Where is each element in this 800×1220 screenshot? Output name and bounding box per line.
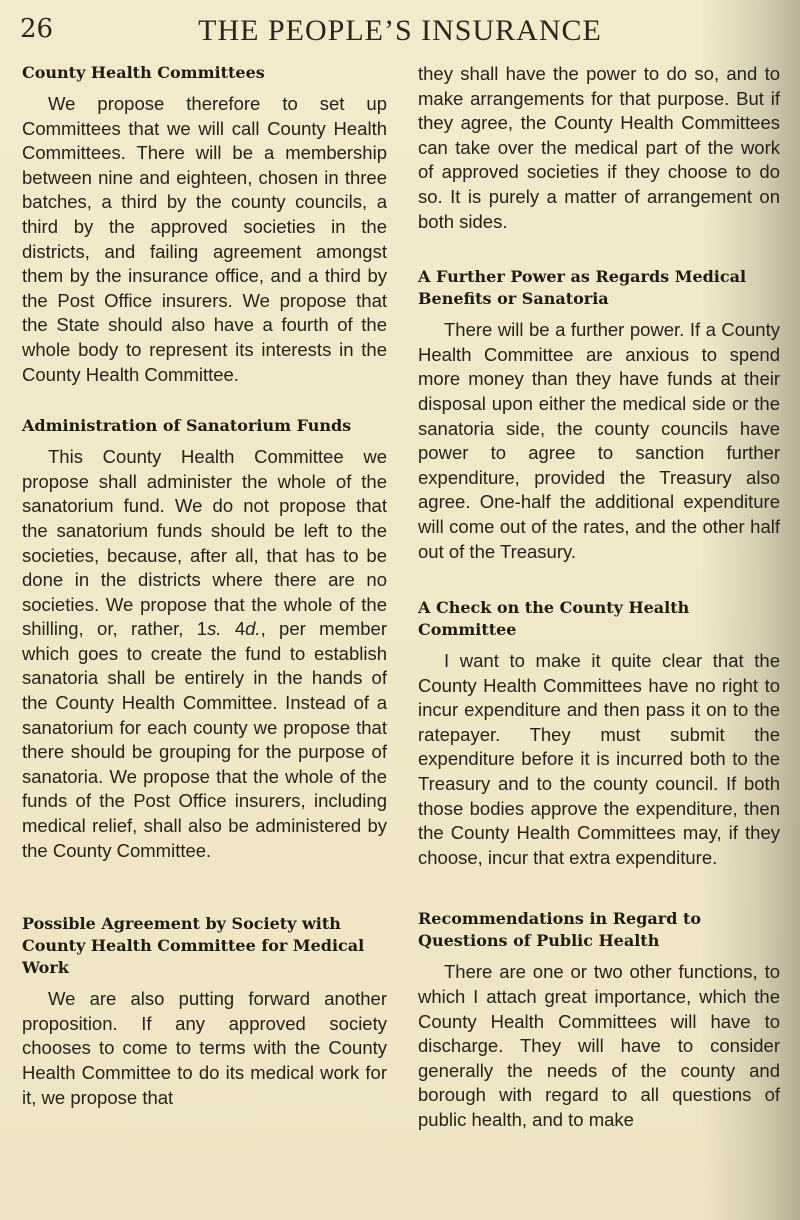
page-number: 26 [20,14,54,44]
section-heading: Recommendations in Regard to Questions of Public Health [418,909,702,951]
section-heading: A Check on the County Health Committee [418,598,690,640]
paragraph: We are also putting forward another proposition. If any approved society chooses to come to terms with the County Health Committee to do its medical work for it, we propose that [22,988,387,1108]
section-heading: A Further Power as Regards Medical Benefits or Sanatoria [418,267,747,309]
paragraph-continuation: they shall have the power to do so, and to make arrangements for that purpose. But if they agree, the County Health Committees can take over the medical part of the work of approved societies if they choose to do so. It is purely a matter of arrangement on both sides. [418,63,780,232]
shilling-unit: s. [207,618,222,640]
left-column [22,62,387,1110]
section-heading: County Health Committees [22,63,265,82]
paragraph-text: This County Health Committee we propose shall administer the whole of the sanatorium fund. We do not propose that the sanatorium funds should be left to the societies, because, after all, that has to be done in the districts where there are no societies. We propose that the whole of the shilling, or, rather, 1 [22,446,387,640]
page-header [0,8,800,48]
paragraph-text: , per member which goes to create the fund to establish sanatoria shall be entirely in the hands of the County Health Committee. Instead of a sanatorium for each county we propose that there should be grouping for the purpose of sanatoria. We propose that the whole of the funds of the Post Office insurers, including medical relief, shall also be administered by the County Committee. [22,618,388,861]
paragraph: I want to make it quite clear that the County Health Committees have no right to incur expenditure and then pass it on to the ratepayer. They must submit the expenditure before it is incurred both to the Treasury and to the county council. If both those bodies approve the expenditure, then the County Health Committees may, if they choose, incur that extra expenditure. [418,650,780,868]
right-column [418,62,780,1133]
pence-value: 4 [221,618,246,640]
paragraph: There are one or two other functions, to which I attach great importance, which the County Health Committees will have to discharge. They will have to consider generally the needs of the county and borough with regard to all questions of public health, and to make [418,961,780,1130]
paragraph: There will be a further power. If a County Health Committee are anxious to spend more money than they have funds at their disposal upon either the medical side or the sanatoria side, the county councils have power to agree to sanction further expenditure, provided the Treasury also agree. One-half the additional expenditure will come out of the rates, and the other half out of the Treasury. [418,319,780,562]
section-heading: Administration of Sanatorium Funds [22,416,352,436]
running-head: THE PEOPLE’S INSURANCE [198,14,602,47]
paragraph: We propose therefore to set up Committees that we will call County Health Committees. There will be a membership between nine and eighteen, chosen in three batches, a third by the county councils, a third by the approved societies in the districts, and failing agreement amongst them by the insurance office, and a third by the Post Office insurers. We propose that the State should also have a fourth of the whole body to represent its interests in the County Health Committee. [22,93,387,385]
section-heading: Possible Agreement by Society with County Health Committee for Medical Work [22,914,365,978]
paragraph [22,445,387,863]
pence-unit: d. [245,618,261,640]
